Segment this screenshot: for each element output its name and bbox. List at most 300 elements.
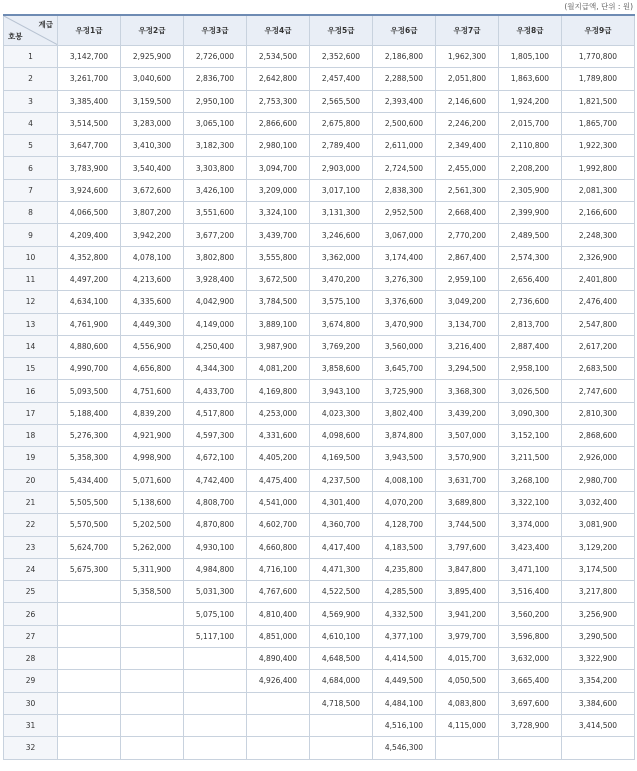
pay-cell: 3,017,100 xyxy=(310,179,373,201)
pay-cell: 5,276,300 xyxy=(58,425,121,447)
pay-cell: 3,979,700 xyxy=(436,625,499,647)
pay-cell: 4,926,400 xyxy=(247,670,310,692)
pay-cell: 2,887,400 xyxy=(499,335,562,357)
pay-cell: 3,987,900 xyxy=(247,335,310,357)
pay-cell: 3,322,900 xyxy=(562,648,635,670)
pay-cell: 3,216,400 xyxy=(436,335,499,357)
pay-cell: 3,283,000 xyxy=(121,112,184,134)
pay-cell: 3,596,800 xyxy=(499,625,562,647)
pay-cell: 4,377,100 xyxy=(373,625,436,647)
pay-cell: 3,261,700 xyxy=(58,68,121,90)
grade-header: 우정5급 xyxy=(310,15,373,46)
step-cell: 23 xyxy=(4,536,58,558)
table-row xyxy=(4,157,635,179)
pay-cell xyxy=(58,603,121,625)
pay-cell: 4,998,900 xyxy=(121,447,184,469)
pay-cell: 4,433,700 xyxy=(184,380,247,402)
pay-cell: 2,457,400 xyxy=(310,68,373,90)
pay-cell: 5,505,500 xyxy=(58,491,121,513)
step-cell: 20 xyxy=(4,469,58,491)
pay-cell: 3,632,000 xyxy=(499,648,562,670)
pay-cell: 2,208,200 xyxy=(499,157,562,179)
pay-cell: 3,065,100 xyxy=(184,112,247,134)
pay-cell: 2,617,200 xyxy=(562,335,635,357)
pay-cell: 3,689,800 xyxy=(436,491,499,513)
pay-cell: 4,517,800 xyxy=(184,402,247,424)
pay-cell xyxy=(247,737,310,759)
pay-cell: 4,602,700 xyxy=(247,514,310,536)
step-cell: 21 xyxy=(4,491,58,513)
pay-cell: 4,497,200 xyxy=(58,268,121,290)
pay-cell: 5,071,600 xyxy=(121,469,184,491)
pay-cell: 3,802,800 xyxy=(184,246,247,268)
pay-cell xyxy=(121,692,184,714)
pay-cell: 2,611,000 xyxy=(373,135,436,157)
pay-cell: 4,213,600 xyxy=(121,268,184,290)
pay-table xyxy=(3,14,635,760)
pay-cell: 3,032,400 xyxy=(562,491,635,513)
pay-cell: 3,665,400 xyxy=(499,670,562,692)
pay-cell: 3,924,600 xyxy=(58,179,121,201)
pay-cell: 3,368,300 xyxy=(436,380,499,402)
pay-cell: 4,660,800 xyxy=(247,536,310,558)
pay-cell: 3,928,400 xyxy=(184,268,247,290)
pay-cell: 4,718,500 xyxy=(310,692,373,714)
step-cell: 6 xyxy=(4,157,58,179)
pay-cell: 4,471,300 xyxy=(310,558,373,580)
pay-cell: 5,358,300 xyxy=(58,447,121,469)
pay-cell: 3,674,800 xyxy=(310,313,373,335)
pay-cell: 3,094,700 xyxy=(247,157,310,179)
pay-cell: 3,783,900 xyxy=(58,157,121,179)
step-cell: 5 xyxy=(4,135,58,157)
table-row xyxy=(4,670,635,692)
pay-cell: 2,288,500 xyxy=(373,68,436,90)
pay-cell: 5,675,300 xyxy=(58,558,121,580)
step-cell: 13 xyxy=(4,313,58,335)
pay-cell: 3,211,500 xyxy=(499,447,562,469)
pay-cell: 3,290,500 xyxy=(562,625,635,647)
pay-cell: 3,942,200 xyxy=(121,224,184,246)
pay-cell xyxy=(562,737,635,759)
pay-cell: 4,839,200 xyxy=(121,402,184,424)
pay-cell: 4,183,500 xyxy=(373,536,436,558)
pay-cell: 5,138,600 xyxy=(121,491,184,513)
pay-cell: 4,761,900 xyxy=(58,313,121,335)
pay-cell: 2,838,300 xyxy=(373,179,436,201)
pay-cell: 3,268,100 xyxy=(499,469,562,491)
pay-cell: 3,514,500 xyxy=(58,112,121,134)
pay-cell: 4,522,500 xyxy=(310,581,373,603)
table-row xyxy=(4,692,635,714)
pay-cell: 3,152,100 xyxy=(499,425,562,447)
pay-cell: 4,851,000 xyxy=(247,625,310,647)
pay-cell: 4,417,400 xyxy=(310,536,373,558)
pay-cell: 3,697,600 xyxy=(499,692,562,714)
pay-cell: 4,042,900 xyxy=(184,291,247,313)
pay-cell: 1,863,600 xyxy=(499,68,562,90)
pay-cell: 3,410,300 xyxy=(121,135,184,157)
pay-cell: 3,374,000 xyxy=(499,514,562,536)
table-row xyxy=(4,90,635,112)
pay-cell: 2,015,700 xyxy=(499,112,562,134)
pay-cell: 2,747,600 xyxy=(562,380,635,402)
pay-cell: 4,656,800 xyxy=(121,358,184,380)
pay-cell: 5,117,100 xyxy=(184,625,247,647)
pay-cell: 2,500,600 xyxy=(373,112,436,134)
pay-cell: 4,023,300 xyxy=(310,402,373,424)
table-row xyxy=(4,581,635,603)
pay-cell: 3,744,500 xyxy=(436,514,499,536)
pay-cell: 4,449,300 xyxy=(121,313,184,335)
pay-cell: 1,992,800 xyxy=(562,157,635,179)
pay-cell: 3,540,400 xyxy=(121,157,184,179)
pay-cell: 3,470,900 xyxy=(373,313,436,335)
pay-cell: 5,188,400 xyxy=(58,402,121,424)
step-cell: 25 xyxy=(4,581,58,603)
pay-cell: 2,534,500 xyxy=(247,46,310,68)
grade-header: 우정7급 xyxy=(436,15,499,46)
pay-cell: 3,303,800 xyxy=(184,157,247,179)
pay-cell: 5,262,000 xyxy=(121,536,184,558)
pay-cell: 2,836,700 xyxy=(184,68,247,90)
table-row xyxy=(4,469,635,491)
pay-cell: 3,322,100 xyxy=(499,491,562,513)
pay-cell: 4,050,500 xyxy=(436,670,499,692)
pay-cell: 3,645,700 xyxy=(373,358,436,380)
grade-header: 우정2급 xyxy=(121,15,184,46)
pay-cell: 4,610,100 xyxy=(310,625,373,647)
pay-cell: 3,570,900 xyxy=(436,447,499,469)
pay-cell: 3,294,500 xyxy=(436,358,499,380)
pay-cell: 2,476,400 xyxy=(562,291,635,313)
pay-cell: 4,484,100 xyxy=(373,692,436,714)
pay-cell: 3,134,700 xyxy=(436,313,499,335)
pay-cell: 4,128,700 xyxy=(373,514,436,536)
pay-cell: 2,866,600 xyxy=(247,112,310,134)
pay-cell: 3,439,200 xyxy=(436,402,499,424)
pay-cell: 4,984,800 xyxy=(184,558,247,580)
pay-cell: 4,684,000 xyxy=(310,670,373,692)
step-cell: 12 xyxy=(4,291,58,313)
pay-cell xyxy=(184,648,247,670)
step-cell: 7 xyxy=(4,179,58,201)
pay-cell: 2,724,500 xyxy=(373,157,436,179)
pay-cell: 4,098,600 xyxy=(310,425,373,447)
pay-cell: 3,090,300 xyxy=(499,402,562,424)
pay-cell: 3,941,200 xyxy=(436,603,499,625)
pay-cell: 3,551,600 xyxy=(184,202,247,224)
pay-cell: 4,235,800 xyxy=(373,558,436,580)
pay-cell: 5,202,500 xyxy=(121,514,184,536)
pay-cell: 4,078,100 xyxy=(121,246,184,268)
pay-cell: 4,597,300 xyxy=(184,425,247,447)
step-cell: 11 xyxy=(4,268,58,290)
pay-cell: 3,246,600 xyxy=(310,224,373,246)
table-row xyxy=(4,68,635,90)
table-row xyxy=(4,737,635,759)
pay-cell: 4,716,100 xyxy=(247,558,310,580)
pay-cell: 4,930,100 xyxy=(184,536,247,558)
pay-cell: 3,439,700 xyxy=(247,224,310,246)
pay-cell: 3,847,800 xyxy=(436,558,499,580)
pay-cell: 3,471,100 xyxy=(499,558,562,580)
pay-cell: 4,115,000 xyxy=(436,714,499,736)
pay-cell: 2,110,800 xyxy=(499,135,562,157)
pay-cell: 1,805,100 xyxy=(499,46,562,68)
pay-cell: 4,169,800 xyxy=(247,380,310,402)
pay-cell xyxy=(58,670,121,692)
pay-cell xyxy=(121,670,184,692)
pay-cell: 3,470,200 xyxy=(310,268,373,290)
pay-cell xyxy=(121,625,184,647)
table-row xyxy=(4,714,635,736)
pay-cell: 3,647,700 xyxy=(58,135,121,157)
pay-cell: 4,449,500 xyxy=(373,670,436,692)
pay-cell: 4,751,600 xyxy=(121,380,184,402)
pay-cell: 2,081,300 xyxy=(562,179,635,201)
pay-cell: 4,516,100 xyxy=(373,714,436,736)
pay-cell: 2,770,200 xyxy=(436,224,499,246)
pay-cell: 4,556,900 xyxy=(121,335,184,357)
pay-cell: 2,489,500 xyxy=(499,224,562,246)
pay-cell: 3,672,500 xyxy=(247,268,310,290)
corner-header xyxy=(4,15,58,46)
pay-cell: 4,070,200 xyxy=(373,491,436,513)
pay-cell: 3,784,500 xyxy=(247,291,310,313)
pay-cell: 4,990,700 xyxy=(58,358,121,380)
pay-cell: 2,736,600 xyxy=(499,291,562,313)
pay-cell: 2,246,200 xyxy=(436,112,499,134)
grade-axis-label: 계급 xyxy=(38,20,53,29)
pay-cell: 4,352,800 xyxy=(58,246,121,268)
table-row xyxy=(4,558,635,580)
grade-header: 우정4급 xyxy=(247,15,310,46)
pay-cell: 2,926,000 xyxy=(562,447,635,469)
pay-cell: 3,129,200 xyxy=(562,536,635,558)
pay-cell: 4,546,300 xyxy=(373,737,436,759)
step-cell: 31 xyxy=(4,714,58,736)
grade-header: 우정6급 xyxy=(373,15,436,46)
pay-cell xyxy=(121,603,184,625)
pay-cell: 2,352,600 xyxy=(310,46,373,68)
pay-cell: 5,570,500 xyxy=(58,514,121,536)
pay-cell xyxy=(121,737,184,759)
pay-cell: 4,767,600 xyxy=(247,581,310,603)
pay-cell: 1,770,800 xyxy=(562,46,635,68)
pay-cell: 3,895,400 xyxy=(436,581,499,603)
pay-cell: 4,015,700 xyxy=(436,648,499,670)
pay-cell: 4,360,700 xyxy=(310,514,373,536)
pay-cell: 4,672,100 xyxy=(184,447,247,469)
step-cell: 9 xyxy=(4,224,58,246)
pay-cell: 3,376,600 xyxy=(373,291,436,313)
pay-cell: 2,668,400 xyxy=(436,202,499,224)
pay-cell: 3,182,300 xyxy=(184,135,247,157)
table-row xyxy=(4,603,635,625)
pay-cell: 3,802,400 xyxy=(373,402,436,424)
pay-cell xyxy=(58,625,121,647)
table-row xyxy=(4,135,635,157)
pay-cell: 4,808,700 xyxy=(184,491,247,513)
grade-header: 우정1급 xyxy=(58,15,121,46)
table-row xyxy=(4,491,635,513)
pay-cell: 2,186,800 xyxy=(373,46,436,68)
pay-cell: 2,305,900 xyxy=(499,179,562,201)
pay-cell: 2,642,800 xyxy=(247,68,310,90)
pay-cell: 4,149,000 xyxy=(184,313,247,335)
pay-cell: 2,574,300 xyxy=(499,246,562,268)
table-row xyxy=(4,335,635,357)
pay-cell: 4,008,100 xyxy=(373,469,436,491)
step-cell: 1 xyxy=(4,46,58,68)
pay-cell: 2,455,000 xyxy=(436,157,499,179)
pay-cell: 3,858,600 xyxy=(310,358,373,380)
pay-cell: 4,648,500 xyxy=(310,648,373,670)
pay-cell: 4,081,200 xyxy=(247,358,310,380)
pay-cell: 4,335,600 xyxy=(121,291,184,313)
pay-cell: 3,677,200 xyxy=(184,224,247,246)
step-cell: 24 xyxy=(4,558,58,580)
grade-header: 우정9급 xyxy=(562,15,635,46)
pay-cell: 2,399,900 xyxy=(499,202,562,224)
pay-cell: 2,959,100 xyxy=(436,268,499,290)
step-cell: 26 xyxy=(4,603,58,625)
table-row xyxy=(4,425,635,447)
pay-cell: 5,311,900 xyxy=(121,558,184,580)
pay-cell: 2,561,300 xyxy=(436,179,499,201)
pay-cell: 3,385,400 xyxy=(58,90,121,112)
pay-cell: 4,285,500 xyxy=(373,581,436,603)
table-row xyxy=(4,380,635,402)
pay-cell: 3,414,500 xyxy=(562,714,635,736)
pay-cell: 3,174,500 xyxy=(562,558,635,580)
pay-cell: 3,516,400 xyxy=(499,581,562,603)
pay-cell: 4,870,800 xyxy=(184,514,247,536)
step-axis-label: 호봉 xyxy=(8,32,23,41)
pay-cell: 1,924,200 xyxy=(499,90,562,112)
table-row xyxy=(4,291,635,313)
pay-cell: 2,051,800 xyxy=(436,68,499,90)
pay-cell: 4,569,900 xyxy=(310,603,373,625)
pay-cell xyxy=(310,737,373,759)
pay-cell: 2,868,600 xyxy=(562,425,635,447)
pay-cell xyxy=(58,737,121,759)
grade-header: 우정3급 xyxy=(184,15,247,46)
pay-cell: 2,958,100 xyxy=(499,358,562,380)
table-row xyxy=(4,268,635,290)
pay-cell: 4,414,500 xyxy=(373,648,436,670)
pay-cell xyxy=(58,648,121,670)
table-row xyxy=(4,46,635,68)
pay-cell: 3,324,100 xyxy=(247,202,310,224)
pay-cell: 4,742,400 xyxy=(184,469,247,491)
pay-cell: 3,672,600 xyxy=(121,179,184,201)
pay-cell: 3,362,000 xyxy=(310,246,373,268)
step-cell: 17 xyxy=(4,402,58,424)
step-cell: 14 xyxy=(4,335,58,357)
pay-cell: 1,922,300 xyxy=(562,135,635,157)
pay-cell xyxy=(247,692,310,714)
pay-cell: 2,166,600 xyxy=(562,202,635,224)
pay-cell: 2,146,600 xyxy=(436,90,499,112)
step-cell: 19 xyxy=(4,447,58,469)
step-cell: 8 xyxy=(4,202,58,224)
pay-cell: 1,962,300 xyxy=(436,46,499,68)
pay-cell: 3,426,100 xyxy=(184,179,247,201)
pay-cell: 2,726,000 xyxy=(184,46,247,68)
pay-cell: 2,950,100 xyxy=(184,90,247,112)
pay-cell: 2,547,800 xyxy=(562,313,635,335)
pay-cell xyxy=(247,714,310,736)
table-row xyxy=(4,246,635,268)
pay-cell: 5,093,500 xyxy=(58,380,121,402)
pay-cell: 3,081,900 xyxy=(562,514,635,536)
pay-cell: 4,237,500 xyxy=(310,469,373,491)
pay-cell: 2,980,100 xyxy=(247,135,310,157)
pay-cell: 4,880,600 xyxy=(58,335,121,357)
pay-cell: 2,401,800 xyxy=(562,268,635,290)
pay-cell: 4,921,900 xyxy=(121,425,184,447)
pay-cell xyxy=(58,714,121,736)
pay-cell: 5,031,300 xyxy=(184,581,247,603)
pay-cell: 3,889,100 xyxy=(247,313,310,335)
pay-cell: 2,810,300 xyxy=(562,402,635,424)
pay-cell: 5,624,700 xyxy=(58,536,121,558)
step-cell: 27 xyxy=(4,625,58,647)
table-row xyxy=(4,202,635,224)
step-cell: 18 xyxy=(4,425,58,447)
pay-cell: 4,301,400 xyxy=(310,491,373,513)
pay-cell: 3,040,600 xyxy=(121,68,184,90)
pay-cell: 5,434,400 xyxy=(58,469,121,491)
pay-cell: 2,903,000 xyxy=(310,157,373,179)
pay-cell: 4,541,000 xyxy=(247,491,310,513)
pay-cell: 3,807,200 xyxy=(121,202,184,224)
pay-cell: 4,250,400 xyxy=(184,335,247,357)
pay-cell: 4,331,600 xyxy=(247,425,310,447)
table-row xyxy=(4,648,635,670)
step-cell: 3 xyxy=(4,90,58,112)
table-row xyxy=(4,402,635,424)
pay-cell: 4,890,400 xyxy=(247,648,310,670)
pay-cell: 4,169,500 xyxy=(310,447,373,469)
pay-cell: 2,656,400 xyxy=(499,268,562,290)
unit-note: (월지급액, 단위 : 원) xyxy=(564,2,633,11)
pay-cell: 3,874,800 xyxy=(373,425,436,447)
pay-cell: 5,358,500 xyxy=(121,581,184,603)
pay-cell: 1,789,800 xyxy=(562,68,635,90)
pay-cell: 2,925,900 xyxy=(121,46,184,68)
pay-cell: 4,405,200 xyxy=(247,447,310,469)
pay-cell: 3,943,100 xyxy=(310,380,373,402)
pay-cell: 2,349,400 xyxy=(436,135,499,157)
pay-cell: 3,725,900 xyxy=(373,380,436,402)
pay-cell: 3,159,500 xyxy=(121,90,184,112)
pay-cell: 3,560,200 xyxy=(499,603,562,625)
pay-cell: 2,675,800 xyxy=(310,112,373,134)
pay-cell: 2,248,300 xyxy=(562,224,635,246)
step-cell: 10 xyxy=(4,246,58,268)
pay-cell: 2,789,400 xyxy=(310,135,373,157)
pay-cell: 3,217,800 xyxy=(562,581,635,603)
pay-cell: 3,507,000 xyxy=(436,425,499,447)
pay-cell: 5,075,100 xyxy=(184,603,247,625)
pay-cell xyxy=(58,581,121,603)
pay-cell: 4,083,800 xyxy=(436,692,499,714)
pay-cell: 3,423,400 xyxy=(499,536,562,558)
pay-cell: 2,326,900 xyxy=(562,246,635,268)
